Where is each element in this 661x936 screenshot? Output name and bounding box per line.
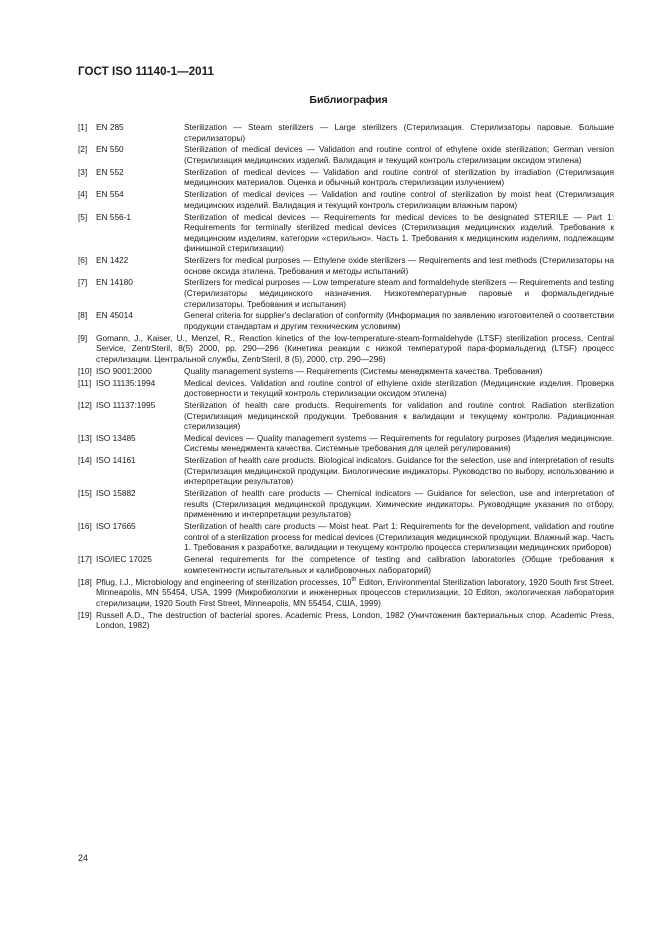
entry-code: EN 1422	[96, 255, 129, 266]
entry-number: [2]	[78, 144, 88, 155]
bibliography-entry	[78, 378, 614, 399]
entry-number: [9]	[78, 332, 88, 343]
entry-code: EN 285	[96, 122, 124, 132]
entry-text: Quality management systems — Requirements (Системы менеджмента качества. Требования)	[184, 365, 543, 376]
entry-text	[96, 577, 614, 609]
entry-number: [18]	[78, 576, 92, 587]
bibliography-entry	[78, 455, 614, 487]
entry-text: Sterilizers for medical purposes — Low temperature steam and formaldehyde sterilizers — Requirements and testing (Стерилизаторы медицинского назначения. Низкотемпературные паровые и формальдегидные стерилизаторы. Требования и испытания)	[184, 277, 614, 309]
entry-code: EN 554	[96, 189, 124, 200]
entry-code: ISO 11135:1994	[96, 377, 156, 388]
entry-number: [8]	[78, 310, 88, 321]
entry-text: Sterilization of medical devices — Validation and routine control of sterilization by irradiation (Стерилизация медицинских материалов. Оценка и обычный контроль стерилизации излучением)	[184, 166, 614, 188]
bibliography-entry	[78, 521, 614, 553]
page-number: 24	[78, 853, 89, 863]
entry-text: Sterilizers for medical purposes — Ethylene oxide sterilizers — Requirements and test methods (Стерилизаторы на основе оксида этилена. Требования и методы испытаний)	[184, 255, 614, 276]
bibliography-list	[78, 122, 614, 632]
bibliography-entry	[78, 310, 614, 331]
entry-number: [11]	[78, 377, 92, 388]
entry-number: [1]	[78, 122, 88, 132]
entry-number: [10]	[78, 365, 92, 376]
entry-text: Sterilization — Steam sterilizers — Large sterilizers (Стерилизация. Стерилизаторы паровые. Большие стерилизаторы)	[184, 122, 614, 143]
entry-text: Medical devices. Validation and routine control of ethylene oxide sterilization (Медицинские изделия. Проверка достоверности и текущий контроль стерилизации оксидом этилена)	[184, 377, 614, 399]
entry-number: [3]	[78, 166, 88, 177]
entry-code: ISO 17665	[96, 521, 136, 532]
entry-code: EN 45014	[96, 310, 133, 321]
bibliography-entry	[78, 212, 614, 254]
bibliography-entry	[78, 554, 614, 575]
entry-code: ISO 14161	[96, 455, 136, 466]
entry-text: Sterilization of medical devices — Validation and routine control of sterilization by moist heat (Стерилизация медицинских изделий. Валидация и текущий контроль стерилизации влажным паром)	[184, 189, 614, 210]
entry-superscript: th	[351, 576, 357, 583]
entry-number: [16]	[78, 521, 92, 532]
bibliography-entry	[78, 400, 614, 432]
entry-text-before: Pflug, I.J., Microbiology and engineering of sterilization processes, 10	[96, 576, 352, 587]
entry-code: ISO 13485	[96, 432, 136, 443]
bibliography-entry	[78, 255, 614, 276]
entry-text: Sterilization of health care products — Moist heat. Part 1: Requirements for the development, validation and routine control of a sterilization process for medical devices (Стерилизация медицинской продукции. Влажный жар. Часть 1. Требования к разработке, валидации и текущему контролю процесса стерилизации медицинских приборов)	[184, 521, 614, 553]
entry-code: EN 14180	[96, 277, 133, 288]
bibliography-entry	[78, 167, 614, 188]
entry-code: ISO/IEC 17025	[96, 554, 152, 565]
bibliography-entry	[78, 433, 614, 454]
entry-code: ISO 11137:1995	[96, 399, 156, 410]
section-title: Библиография	[309, 94, 388, 106]
entry-number: [19]	[78, 609, 92, 620]
bibliography-entry	[78, 488, 614, 520]
entry-text: Sterilization of medical devices — Validation and routine control of ethylene oxide sterilization; German version (Стерилизация медицинских изделий. Валидация и текущий контроль стерилизации оксидом этилена)	[184, 144, 614, 165]
entry-text: Russell A.D., The destruction of bacterial spores. Academic Press, London, 1982 (Уничтожения бактериальных спор. Academic Press, London, 1982)	[96, 609, 614, 631]
entry-number: [5]	[78, 211, 88, 222]
entry-number: [7]	[78, 277, 88, 288]
entry-code: EN 556-1	[96, 211, 132, 222]
document-code: ГОСТ ISO 11140-1—2011	[78, 66, 215, 78]
bibliography-entry	[78, 333, 614, 365]
entry-number: [17]	[78, 554, 92, 565]
entry-text: Sterilization of health care products. Requirements for validation and routine control. Radiation sterilization (Стерилизация медицинской продукции. Требования к валидации и текущему контролю. Радиационная стерилизация)	[184, 399, 614, 432]
bibliography-entry	[78, 189, 614, 210]
entry-number: [15]	[78, 488, 92, 499]
entry-number: [14]	[78, 455, 92, 466]
bibliography-entry	[78, 366, 614, 377]
entry-text: Sterilization of medical devices — Requirements for medical devices to be designated STERILE — Part 1: Requirements for terminally sterilized medical devices (Стерилизация медицинских изделий. Требования к медицинским изделиям, категории «стерильно». Часть 1. Требования к медицинским изделиям, подлежащим финишной стерилизации)	[184, 211, 614, 254]
entry-text: Gomann, J., Kaiser, U., Menzel, R., Reaction kinetics of the low-temperature-steam-formaldehyde (LTSF) sterilization process, Central Service, ZentrSteril, 8(5) 2000, pp. 290—296 (Кинетика реакции с низкой температурой пара-формальдегид (LTSF) процесс стерилизации. Центральной службы, ZentrSteril, 8 (5), 2000, стр. 290—296)	[96, 332, 614, 364]
entry-text: Medical devices — Quality management systems — Requirements for regulatory purposes (Изделия медицинские. Системы менеджмента качества. Системные требования для целей регулирования)	[184, 432, 614, 454]
entry-number: [4]	[78, 189, 88, 200]
entry-code: EN 552	[96, 166, 124, 177]
entry-code: EN 550	[96, 144, 124, 155]
entry-text: Sterilization of health care products — Chemical indicators — Guidance for selection, use and interpretation of results (Стерилизация медицинской продукции. Химические индикаторы. Руководящие указания по отбору, применению и интерпретации результатов)	[184, 488, 614, 520]
entry-text: General criteria for supplier's declaration of conformity (Информация по заявлению изготовителей о соответствии продукции стандартам и другим техническим условиям)	[184, 310, 614, 331]
entry-text: Sterilization of health care products. Biological indicators. Guidance for the selection, use and interpretation of results (Стерилизация медицинской продукции. Биологические индикаторы. Руководство по выбору, использованию и интерпретации результатов)	[184, 455, 614, 487]
bibliography-entry	[78, 277, 614, 309]
entry-text: General requirements for the competence of testing and calibration laboratories (Общие требования к компетентности испытательных и калибровочных лабораторий)	[184, 554, 614, 575]
bibliography-entry	[78, 122, 614, 143]
entry-number: [6]	[78, 255, 88, 266]
entry-code: ISO 15882	[96, 488, 136, 499]
entry-number: [12]	[78, 399, 92, 410]
bibliography-entry	[78, 610, 614, 631]
entry-number: [13]	[78, 432, 92, 443]
entry-text-after: Editon, Environmental Sterilization laboratory, 1920 South first Street, Minneapolis, MN 55454, USA, 1999 (Микробиологии и инженерных процессов стерилизации, 10 Editon, экологическая лаборатория стерилизации, 1920 South First Street, Minneapolis, MN 55454, США, 1999)	[96, 576, 614, 608]
entry-code: ISO 9001:2000	[96, 365, 152, 376]
bibliography-entry	[78, 577, 614, 609]
bibliography-entry	[78, 144, 614, 165]
